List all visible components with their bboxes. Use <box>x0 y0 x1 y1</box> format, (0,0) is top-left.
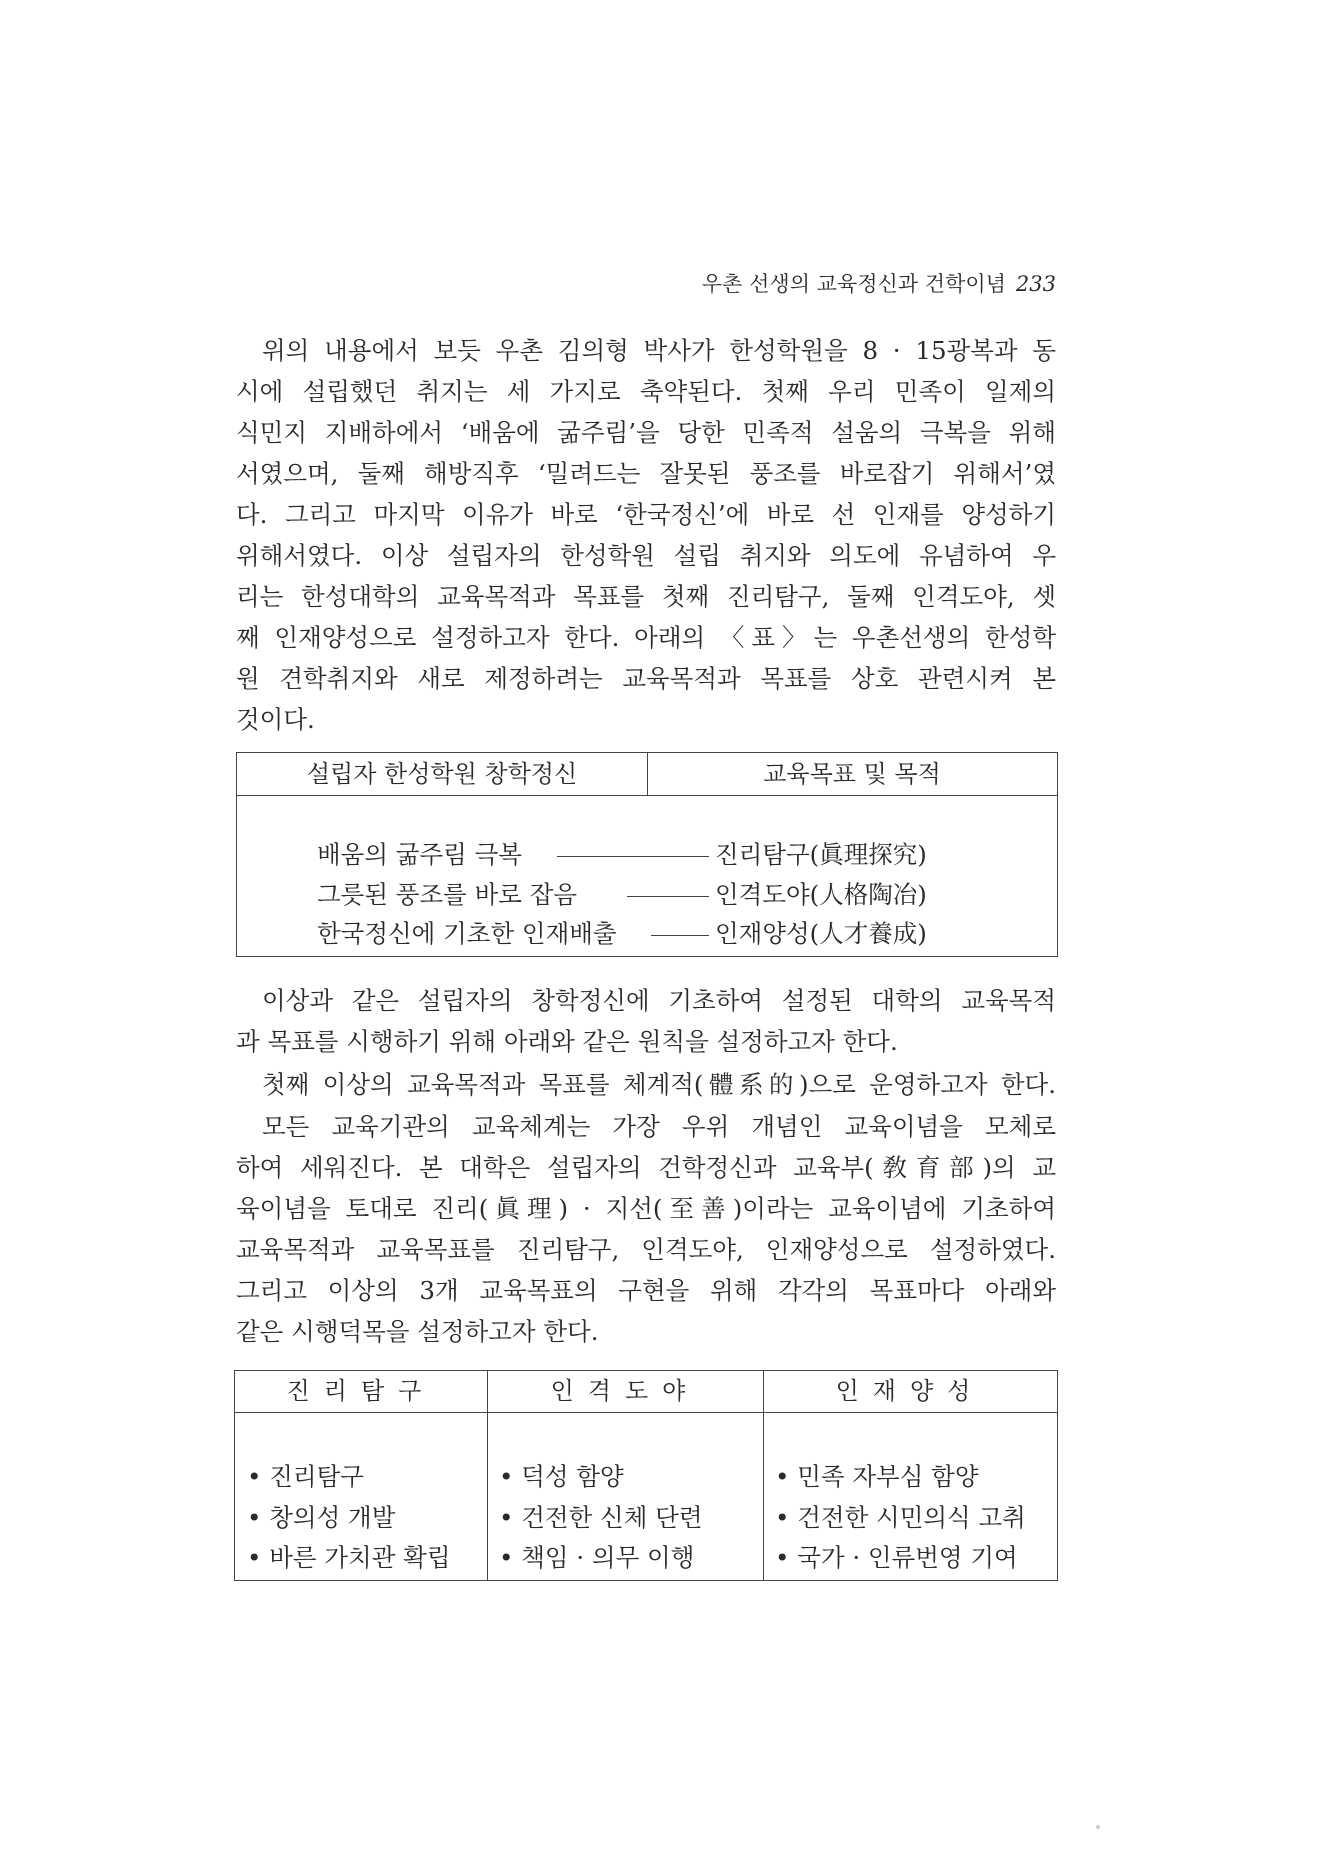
text-line: 하여 세워진다. 본 대학은 설립자의 건학정신과 교육부(敎育部)의 교 <box>236 1153 1056 1182</box>
table-header-talent-cultivation: 인재양성 <box>835 1377 985 1405</box>
list-item: • 진리탐구 <box>247 1462 364 1491</box>
mapping-row <box>317 914 927 954</box>
connector-line <box>651 935 709 936</box>
paragraph-1 <box>236 330 1056 740</box>
running-title: 우촌 선생의 교육정신과 건학이념 <box>701 272 1006 296</box>
running-header <box>560 268 1056 298</box>
mapping-target: 인격도야(人格陶冶) <box>715 880 927 909</box>
text-line: 식민지 지배하에서 ‘배움에 굶주림’을 당한 민족적 설움의 극복을 위해 <box>236 418 1056 447</box>
mapping-row <box>317 875 927 915</box>
implementation-virtues-table <box>234 1370 1058 1581</box>
list-item: • 국가 · 인류번영 기여 <box>775 1543 1018 1572</box>
list-item: • 건전한 시민의식 고취 <box>775 1503 1026 1532</box>
table-header-education-goals: 교육목표 및 목적 <box>763 760 941 788</box>
mapping-source: 한국정신에 기초한 인재배출 <box>317 919 617 948</box>
list-item: • 덕성 함양 <box>499 1462 624 1491</box>
text-line: 째 인재양성으로 설정하고자 한다. 아래의 〈표〉는 우촌선생의 한성학 <box>236 623 1056 652</box>
mapping-row <box>317 835 927 875</box>
text-line: 그리고 이상의 3개 교육목표의 구현을 위해 각각의 목표마다 아래와 <box>236 1276 1056 1305</box>
mapping-source: 배움의 굶주림 극복 <box>317 840 522 869</box>
page-number: 233 <box>1015 272 1056 296</box>
connector-line <box>557 856 709 857</box>
list-item: • 창의성 개발 <box>247 1503 396 1532</box>
text-line: 교육목적과 교육목표를 진리탐구, 인격도야, 인재양성으로 설정하였다. <box>236 1235 1056 1264</box>
table-header-founding-spirit: 설립자 한성학원 창학정신 <box>306 760 578 788</box>
paragraph-2 <box>236 980 1056 1062</box>
mapping-target: 인재양성(人才養成) <box>715 919 927 948</box>
text-line: 이상과 같은 설립자의 창학정신에 기초하여 설정된 대학의 교육목적 <box>262 986 1056 1015</box>
list-item: • 건전한 신체 단련 <box>499 1503 703 1532</box>
text-line: 다. 그리고 마지막 이유가 바로 ‘한국정신’에 바로 선 인재를 양성하기 <box>236 500 1056 529</box>
connector-line <box>627 896 709 897</box>
scan-speck <box>1096 1825 1100 1829</box>
text-line: 서였으며, 둘째 해방직후 ‘밀려드는 잘못된 풍조를 바로잡기 위해서’였 <box>236 459 1056 488</box>
text-line: 같은 시행덕목을 설정하고자 한다. <box>236 1317 599 1346</box>
list-item: • 바른 가치관 확립 <box>247 1543 451 1572</box>
founding-spirit-table <box>236 752 1058 957</box>
text-line: 시에 설립했던 취지는 세 가지로 축약된다. 첫째 우리 민족이 일제의 <box>236 377 1056 406</box>
text-line: 위의 내용에서 보듯 우촌 김의형 박사가 한성학원을 8 · 15광복과 동 <box>262 336 1056 365</box>
text-line: 원 견학취지와 새로 제정하려는 교육목적과 목표를 상호 관련시켜 본 <box>236 664 1056 693</box>
mapping-target: 진리탐구(眞理探究) <box>715 840 927 869</box>
paragraph-4 <box>236 1106 1056 1352</box>
paragraph-3 <box>236 1064 1056 1105</box>
text-line: 위해서였다. 이상 설립자의 한성학원 설립 취지와 의도에 유념하여 우 <box>236 541 1056 570</box>
text-line: 과 목표를 시행하기 위해 아래와 같은 원칙을 설정하고자 한다. <box>236 1027 898 1056</box>
text-line: 모든 교육기관의 교육체계는 가장 우위 개념인 교육이념을 모체로 <box>262 1112 1056 1141</box>
mapping-source: 그릇된 풍조를 바로 잡음 <box>317 880 578 909</box>
text-line: 육이념을 토대로 진리(眞理) · 지선(至善)이라는 교육이념에 기초하여 <box>236 1194 1056 1223</box>
table-header-truth-seeking: 진리탐구 <box>286 1377 436 1405</box>
table-header-character-building: 인격도야 <box>550 1377 700 1405</box>
text-line: 리는 한성대학의 교육목적과 목표를 첫째 진리탐구, 둘째 인격도야, 셋 <box>236 582 1056 611</box>
text-line: 것이다. <box>236 705 315 734</box>
list-item: • 민족 자부심 함양 <box>775 1462 979 1491</box>
list-item: • 책임 · 의무 이행 <box>499 1543 695 1572</box>
text-line: 첫째 이상의 교육목적과 목표를 체계적(體系的)으로 운영하고자 한다. <box>262 1070 1056 1099</box>
